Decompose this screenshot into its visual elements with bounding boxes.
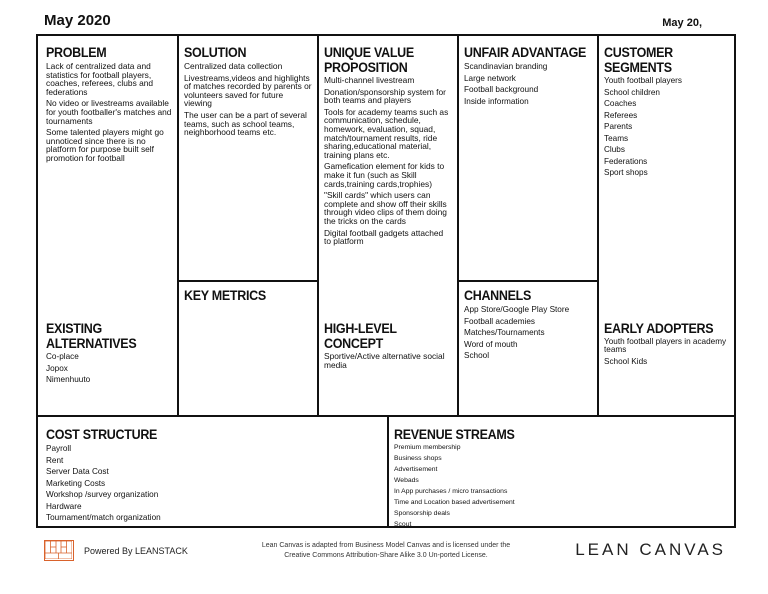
list-item: Youth football players — [604, 76, 682, 85]
list-item: Sponsorship deals — [394, 510, 450, 517]
problem-section — [42, 45, 176, 166]
leanstack-logo-icon — [44, 540, 74, 561]
list-item: Multi-channel livestream — [324, 75, 415, 85]
divider — [317, 36, 319, 416]
date-label: May 20, — [662, 17, 702, 29]
list-item: Scout — [394, 521, 412, 528]
revenue-streams-title: REVENUE STREAMS — [394, 427, 515, 443]
channels-title: CHANNELS — [464, 288, 532, 304]
license-text: Lean Canvas is adapted from Business Model Canvas and is licensed under the Creative Commons Attribution-Share Alike 3.0 Un-ported License. — [261, 542, 511, 559]
list-item: Payroll — [46, 444, 72, 453]
list-item: App Store/Google Play Store — [464, 305, 570, 314]
list-item: Server Data Cost — [46, 467, 109, 476]
list-item: Sport shops — [604, 168, 648, 177]
list-item: "Skill cards" which users can complete and show off their skills through video clips of them doing the tricks on the cards — [324, 190, 447, 226]
divider — [457, 280, 598, 282]
list-item: Donation/sponsorship system for both teams and players — [324, 86, 446, 106]
unfair-advantage-title: UNFAIR ADVANTAGE — [464, 45, 587, 61]
list-item: Inside information — [464, 96, 529, 106]
problem-title: PROBLEM — [46, 45, 107, 61]
channels-section — [460, 288, 596, 363]
list-item: Scandinavian branding — [464, 62, 548, 71]
list-item: Jopox — [46, 363, 68, 373]
list-item: Coaches — [604, 99, 637, 108]
list-item: Clubs — [604, 145, 625, 154]
list-item: Hardware — [46, 501, 82, 511]
list-item: Word of mouth — [464, 339, 518, 349]
list-item: Business shops — [394, 455, 442, 462]
cost-structure-section — [42, 427, 382, 525]
list-item: The user can be a part of several teams, such as school teams, neighborhood teams etc. — [184, 109, 307, 138]
cost-structure-title: COST STRUCTURE — [46, 427, 158, 443]
list-item: Lack of centralized data and statistics for football players, coaches, referees, clubs and federations — [46, 61, 154, 97]
list-item: Referees — [604, 110, 638, 120]
divider — [387, 416, 389, 528]
list-item: Sportive/Active alternative social media — [324, 351, 445, 370]
list-item: Parents — [604, 122, 633, 131]
list-item: Federations — [604, 156, 648, 166]
list-item: Webads — [394, 477, 419, 484]
customer-segments-title: CUSTOMER SEGMENTS — [604, 45, 673, 76]
list-item: In App purchases / micro transactions — [394, 488, 508, 495]
list-item: Gamefication element for kids to make it fun (such as Skill cards,training cards,trophies) — [324, 161, 445, 189]
divider — [38, 415, 734, 417]
solution-title: SOLUTION — [184, 45, 247, 61]
lean-canvas-grid — [36, 34, 736, 528]
brand-wordmark: LEAN CANVAS — [575, 540, 726, 559]
existing-alternatives-title: EXISTING ALTERNATIVES — [46, 321, 137, 352]
key-metrics-title: KEY METRICS — [184, 288, 266, 304]
early-adopters-section — [600, 321, 734, 369]
high-level-concept-section — [320, 321, 456, 372]
list-item: Youth football players in academy teams — [604, 337, 727, 355]
divider — [597, 36, 599, 416]
list-item: Football background — [464, 85, 539, 94]
list-item: Advertisement — [394, 466, 438, 473]
existing-alternatives-section — [42, 321, 176, 387]
list-item: Livestreams,videos and highlights of matches recorded by parents or volunteers saved for future viewing — [184, 72, 312, 109]
list-item: Large network — [464, 73, 516, 83]
list-item: Rent — [46, 455, 64, 465]
unique-value-proposition-section — [320, 45, 456, 249]
list-item: Football academies — [464, 316, 535, 326]
uvp-title: UNIQUE VALUE PROPOSITION — [324, 45, 414, 76]
list-item: School children — [604, 87, 660, 97]
list-item: School Kids — [604, 357, 648, 367]
divider — [457, 36, 459, 416]
list-item: Workshop /survey organization — [46, 490, 159, 499]
list-item: No video or livestreams available for youth footballer's matches and tournaments — [46, 98, 172, 126]
page-title: May 2020 — [44, 12, 111, 29]
list-item: Tools for academy teams such as communication, schedule, homework, evaluation, squad, match/tournament results, ride sharing,educational material, training plans etc. — [324, 106, 449, 160]
revenue-streams-section — [390, 427, 730, 532]
unfair-advantage-section — [460, 45, 596, 108]
list-item: Centralized data collection — [184, 61, 283, 71]
list-item: Matches/Tournaments — [464, 328, 545, 337]
list-item: Premium membership — [394, 444, 461, 451]
customer-segments-section — [600, 45, 734, 180]
powered-by-label: Powered By LEANSTACK — [84, 546, 188, 556]
list-item: Marketing Costs — [46, 478, 106, 488]
early-adopters-title: EARLY ADOPTERS — [604, 321, 714, 337]
list-item: Teams — [604, 133, 629, 143]
key-metrics-section — [180, 288, 316, 305]
list-item: Nimenhuuto — [46, 375, 91, 384]
list-item: Digital football gadgets attached to platform — [324, 227, 444, 247]
list-item: School — [464, 351, 490, 360]
list-item: Time and Location based advertisement — [394, 499, 515, 506]
list-item: Some talented players might go unnoticed since there is no platform for purpose built self promotion for football — [46, 127, 164, 163]
list-item: Tournament/match organization — [46, 513, 161, 522]
divider — [177, 280, 318, 282]
list-item: Co-place — [46, 352, 79, 361]
solution-section — [180, 45, 316, 140]
high-level-concept-title: HIGH-LEVEL CONCEPT — [324, 321, 397, 352]
divider — [177, 36, 179, 416]
